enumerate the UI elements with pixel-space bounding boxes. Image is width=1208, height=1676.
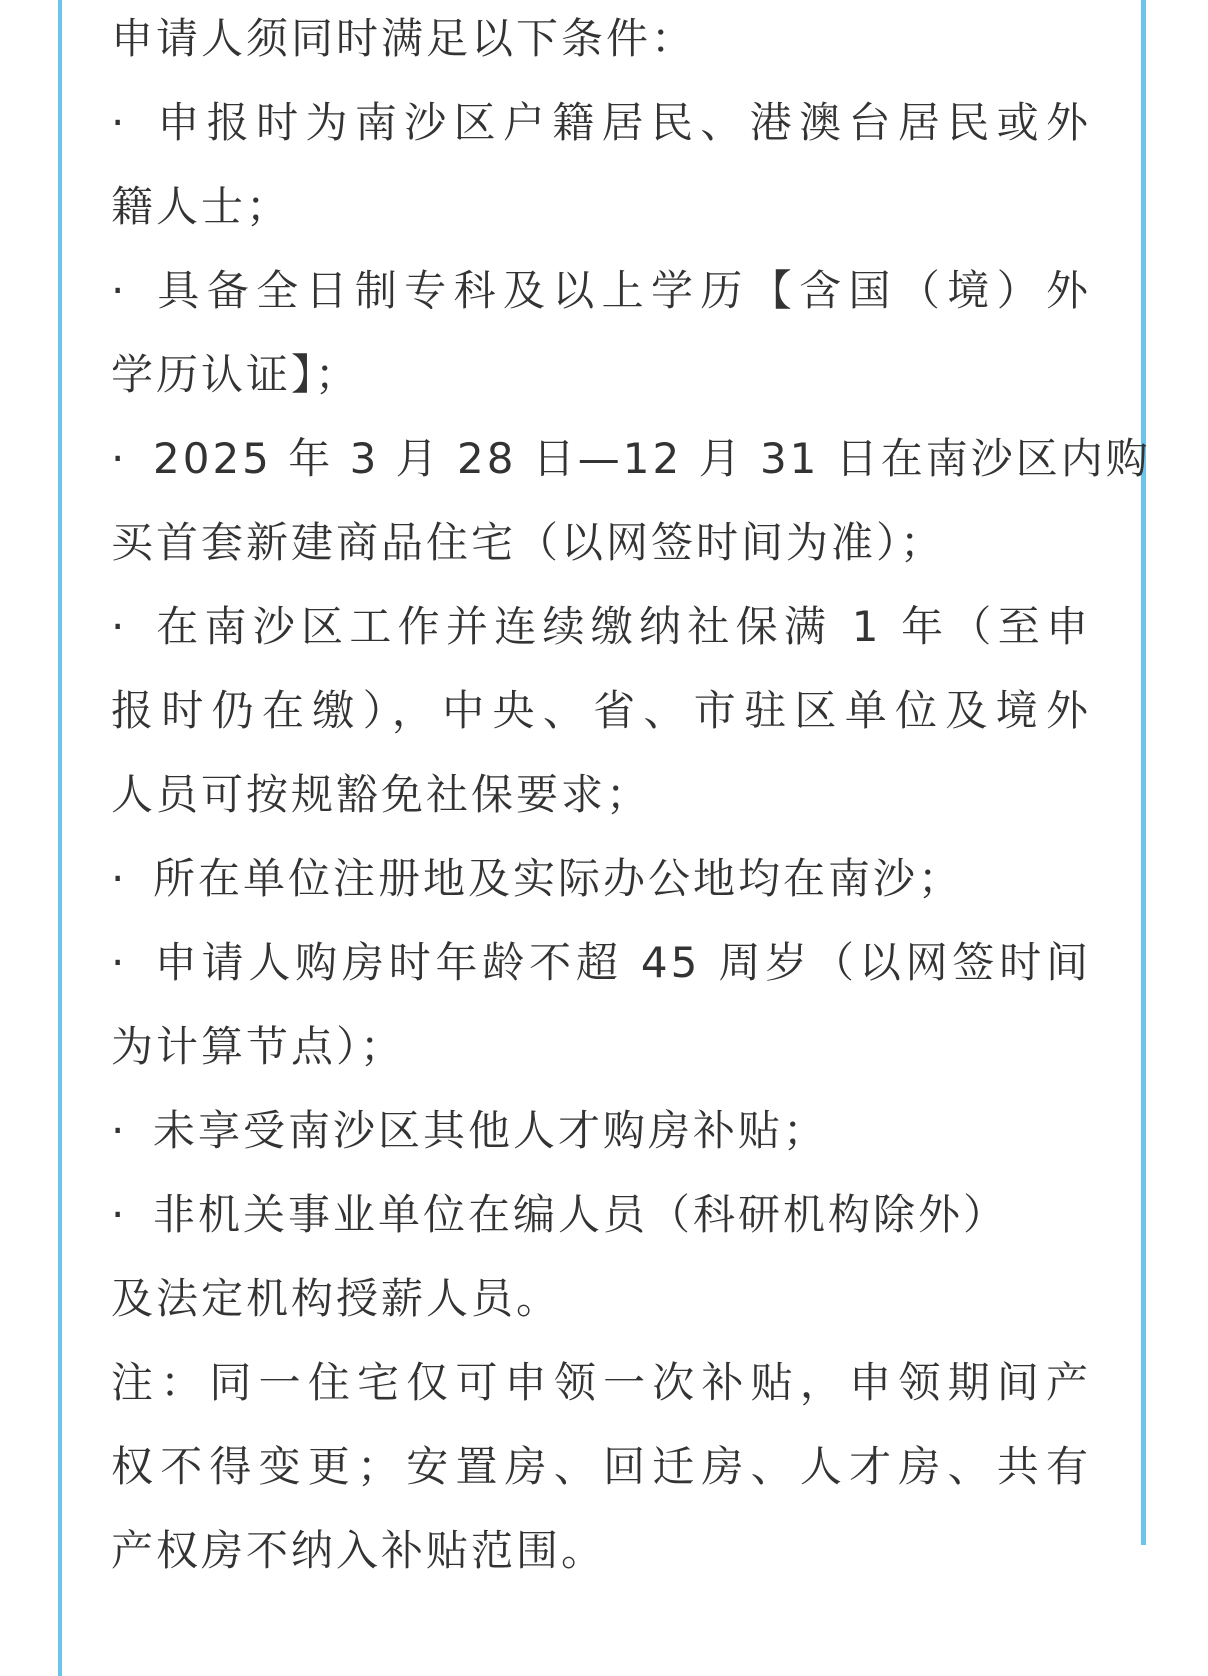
bullet: · — [111, 1190, 128, 1239]
right-border — [1141, 0, 1146, 1545]
item-6-line-2: 为计算节点）； — [111, 1022, 406, 1071]
intro-text: 申请人须同时满足以下条件： — [111, 14, 697, 63]
item-4-line-1: · 在南沙区工作并连续缴纳社保满 1 年（至申 — [111, 597, 1091, 657]
item-3-line-2: 买首套新建商品住宅（以网签时间为准）； — [111, 518, 946, 567]
left-border — [58, 0, 62, 1676]
bullet: · — [111, 854, 128, 903]
item-8-line-1: · 非机关事业单位在编人员（科研机构除外） — [111, 1185, 1008, 1245]
item-5-line-1: · 所在单位注册地及实际办公地均在南沙； — [111, 849, 963, 909]
bullet: · — [111, 98, 128, 147]
item-3-line-1: · 2025 年 3 月 28 日—12 月 31 日在南沙区内购 — [111, 429, 1091, 489]
item-6-line-1: · 申请人购房时年龄不超 45 周岁（以网签时间 — [111, 933, 1091, 993]
item-4-line-3: 人员可按规豁免社保要求； — [111, 770, 652, 819]
item-1-line-2: 籍人士； — [111, 182, 292, 231]
note-line-2: 权不得变更；安置房、回迁房、人才房、共有 — [111, 1442, 1091, 1491]
bullet: · — [111, 1106, 128, 1155]
bullet: · — [111, 266, 128, 315]
note-line-3: 产权房不纳入补贴范围。 — [111, 1526, 607, 1575]
bullet: · — [111, 434, 128, 483]
item-4-line-2: 报时仍在缴），中央、省、市驻区单位及境外 — [111, 686, 1091, 735]
item-7-line-1: · 未享受南沙区其他人才购房补贴； — [111, 1101, 828, 1161]
item-2-line-1: · 具备全日制专科及以上学历【含国（境）外 — [111, 261, 1091, 321]
bullet: · — [111, 938, 128, 987]
item-8-line-2: 及法定机构授薪人员。 — [111, 1274, 562, 1323]
note-line-1: 注：同一住宅仅可申领一次补贴，申领期间产 — [111, 1358, 1091, 1407]
item-2-line-2: 学历认证】； — [111, 350, 361, 399]
item-1-line-1: · 申报时为南沙区户籍居民、港澳台居民或外 — [111, 93, 1091, 153]
bullet: · — [111, 602, 128, 651]
